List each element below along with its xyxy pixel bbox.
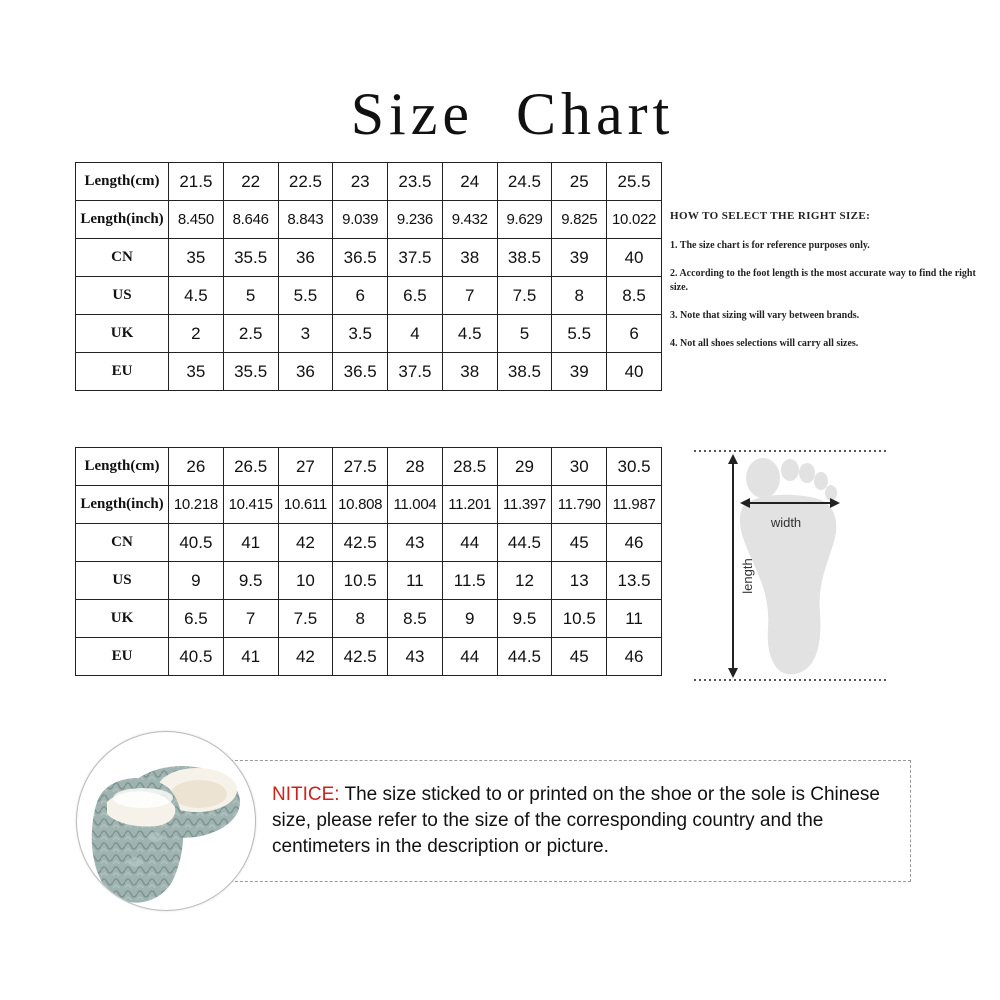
table-cell: 39: [552, 239, 607, 277]
table-row: [76, 448, 662, 486]
table-cell: 40.5: [169, 638, 224, 676]
table-cell: 8: [552, 277, 607, 315]
table-cell: 35: [169, 239, 224, 277]
table-cell: 8.646: [223, 201, 278, 239]
slipper-image: [76, 731, 256, 911]
table-cell: 11: [607, 600, 662, 638]
table-row: [76, 562, 662, 600]
table-cell: 35.5: [223, 353, 278, 391]
table-cell: 42: [278, 524, 333, 562]
table-cell: 5: [223, 277, 278, 315]
table-cell: 37.5: [388, 239, 443, 277]
row-label: Length(inch): [76, 486, 169, 524]
table-row: [76, 486, 662, 524]
table-cell: 41: [223, 638, 278, 676]
table-row: [76, 201, 662, 239]
table-cell: 38: [442, 239, 497, 277]
table-row: [76, 524, 662, 562]
how-to-select-size: [670, 210, 990, 365]
table-cell: 41: [223, 524, 278, 562]
table-cell: 8.5: [388, 600, 443, 638]
table-cell: 28: [388, 448, 443, 486]
table-cell: 38.5: [497, 353, 552, 391]
table-cell: 26.5: [223, 448, 278, 486]
table-cell: 2.5: [223, 315, 278, 353]
size-table-small: [75, 162, 662, 391]
size-table-large: [75, 447, 662, 676]
row-label: CN: [76, 239, 169, 277]
table-cell: 7.5: [497, 277, 552, 315]
table-cell: 10.5: [552, 600, 607, 638]
table-cell: 45: [552, 524, 607, 562]
table-cell: 7: [223, 600, 278, 638]
table-cell: 11.987: [607, 486, 662, 524]
table-cell: 37.5: [388, 353, 443, 391]
table-cell: 21.5: [169, 163, 224, 201]
table-row: [76, 315, 662, 353]
table-cell: 42.5: [333, 524, 388, 562]
table-cell: 9: [442, 600, 497, 638]
table-row: [76, 353, 662, 391]
table-cell: 13.5: [607, 562, 662, 600]
foot-measurement-diagram: [690, 448, 970, 684]
table-cell: 12: [497, 562, 552, 600]
tip-3: 3. Note that sizing will vary between brands.: [670, 310, 860, 321]
row-label: EU: [76, 353, 169, 391]
tip-4: 4. Not all shoes selections will carry all sizes.: [670, 338, 859, 349]
slipper-icon: [77, 732, 255, 910]
table-cell: 5.5: [552, 315, 607, 353]
table-cell: 30: [552, 448, 607, 486]
table-cell: 9.236: [388, 201, 443, 239]
table-row: [76, 277, 662, 315]
table-cell: 27.5: [333, 448, 388, 486]
table-cell: 24: [442, 163, 497, 201]
table-cell: 10.415: [223, 486, 278, 524]
table-cell: 6: [607, 315, 662, 353]
table-cell: 5: [497, 315, 552, 353]
table-cell: 28.5: [442, 448, 497, 486]
table-cell: 43: [388, 638, 443, 676]
table-cell: 9.825: [552, 201, 607, 239]
table-cell: 3: [278, 315, 333, 353]
row-label: UK: [76, 600, 169, 638]
table-cell: 46: [607, 524, 662, 562]
table-cell: 13: [552, 562, 607, 600]
tip-2: 2. According to the foot length is the most accurate way to find the right size.: [670, 268, 976, 293]
notice-text: [272, 782, 902, 860]
table-cell: 44.5: [497, 524, 552, 562]
table-cell: 8.5: [607, 277, 662, 315]
table-cell: 9.629: [497, 201, 552, 239]
length-label: length: [740, 558, 755, 594]
foot-outline-icon: [690, 448, 970, 684]
table-cell: 42.5: [333, 638, 388, 676]
table-cell: 45: [552, 638, 607, 676]
table-cell: 35.5: [223, 239, 278, 277]
table-cell: 40.5: [169, 524, 224, 562]
table-cell: 36: [278, 353, 333, 391]
table-cell: 8: [333, 600, 388, 638]
row-label: UK: [76, 315, 169, 353]
table-cell: 9.5: [497, 600, 552, 638]
table-cell: 10.218: [169, 486, 224, 524]
table-cell: 11.790: [552, 486, 607, 524]
table-cell: 7: [442, 277, 497, 315]
table-cell: 9.432: [442, 201, 497, 239]
table-cell: 10: [278, 562, 333, 600]
table-cell: 36.5: [333, 353, 388, 391]
table-cell: 22.5: [278, 163, 333, 201]
notice-prefix: NITICE:: [272, 784, 340, 805]
tip-1: 1. The size chart is for reference purposes only.: [670, 240, 870, 251]
row-label: US: [76, 277, 169, 315]
table-cell: 44: [442, 638, 497, 676]
table-cell: 6.5: [388, 277, 443, 315]
table-cell: 4: [388, 315, 443, 353]
row-label: Length(cm): [76, 448, 169, 486]
table-cell: 4.5: [442, 315, 497, 353]
table-cell: 36.5: [333, 239, 388, 277]
table-cell: 6: [333, 277, 388, 315]
table-cell: 7.5: [278, 600, 333, 638]
table-cell: 9: [169, 562, 224, 600]
table-cell: 11.397: [497, 486, 552, 524]
row-label: CN: [76, 524, 169, 562]
table-cell: 22: [223, 163, 278, 201]
table-cell: 23: [333, 163, 388, 201]
table-cell: 44.5: [497, 638, 552, 676]
table-cell: 40: [607, 239, 662, 277]
table-cell: 10.808: [333, 486, 388, 524]
table-cell: 30.5: [607, 448, 662, 486]
table-cell: 38.5: [497, 239, 552, 277]
how-to-heading: HOW TO SELECT THE RIGHT SIZE:: [670, 210, 871, 222]
table-cell: 4.5: [169, 277, 224, 315]
table-cell: 9.5: [223, 562, 278, 600]
width-label: width: [770, 515, 802, 530]
table-cell: 44: [442, 524, 497, 562]
row-label: EU: [76, 638, 169, 676]
table-cell: 26: [169, 448, 224, 486]
table-cell: 6.5: [169, 600, 224, 638]
table-cell: 38: [442, 353, 497, 391]
table-cell: 11.5: [442, 562, 497, 600]
table-cell: 25: [552, 163, 607, 201]
table-row: [76, 239, 662, 277]
table-cell: 10.5: [333, 562, 388, 600]
table-cell: 35: [169, 353, 224, 391]
table-cell: 8.450: [169, 201, 224, 239]
row-label: Length(inch): [76, 201, 169, 239]
table-cell: 42: [278, 638, 333, 676]
table-cell: 36: [278, 239, 333, 277]
table-cell: 43: [388, 524, 443, 562]
table-cell: 10.022: [607, 201, 662, 239]
table-cell: 40: [607, 353, 662, 391]
table-row: [76, 638, 662, 676]
table-cell: 10.611: [278, 486, 333, 524]
table-cell: 23.5: [388, 163, 443, 201]
table-cell: 5.5: [278, 277, 333, 315]
table-cell: 46: [607, 638, 662, 676]
table-cell: 29: [497, 448, 552, 486]
table-cell: 2: [169, 315, 224, 353]
table-cell: 11.004: [388, 486, 443, 524]
table-cell: 24.5: [497, 163, 552, 201]
table-cell: 11: [388, 562, 443, 600]
table-cell: 11.201: [442, 486, 497, 524]
table-cell: 39: [552, 353, 607, 391]
table-cell: 25.5: [607, 163, 662, 201]
row-label: US: [76, 562, 169, 600]
notice-body: The size sticked to or printed on the shoe or the sole is Chinese size, please refer to the size of the corresponding country and the centimeters in the description or picture.: [272, 784, 880, 857]
table-row: [76, 600, 662, 638]
table-row: [76, 163, 662, 201]
table-cell: 9.039: [333, 201, 388, 239]
page-title: Size Chart: [350, 81, 675, 147]
row-label: Length(cm): [76, 163, 169, 201]
table-cell: 27: [278, 448, 333, 486]
table-cell: 8.843: [278, 201, 333, 239]
table-cell: 3.5: [333, 315, 388, 353]
